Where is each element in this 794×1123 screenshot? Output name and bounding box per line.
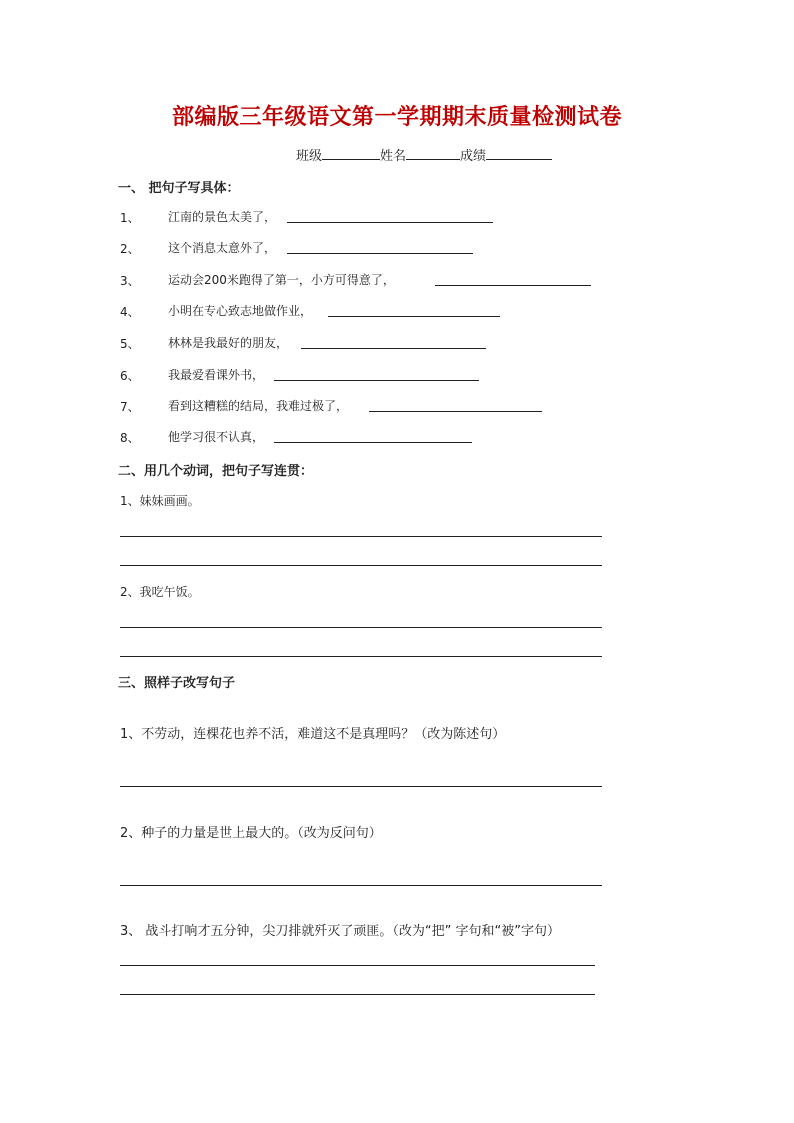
question-item: 2、种子的力量是世上最大的。（改为反问句）: [120, 826, 382, 841]
answer-line[interactable]: [301, 348, 486, 349]
question-item: 3、 战斗打响才五分钟，尖刀排就歼灭了顽匪。（改为“把” 字句和“被”字句）: [120, 924, 560, 939]
sentence-prompt: 林林是我最好的朋友，: [168, 336, 289, 350]
score-label: 成绩: [460, 149, 487, 164]
student-info: [296, 145, 552, 164]
item-number: 5、: [120, 337, 140, 351]
sentence-prompt: 看到这糟糕的结局，我难过极了，: [168, 399, 349, 413]
sentence-prompt: 这个消息太意外了，: [168, 241, 277, 255]
score-blank[interactable]: [486, 147, 552, 160]
item-number: 4、: [120, 305, 140, 319]
sentence-prompt: 运动会200米跑得了第一，小方可得意了，: [168, 273, 395, 287]
item-number: 2、: [120, 242, 140, 256]
answer-line[interactable]: [274, 380, 479, 381]
answer-line[interactable]: [120, 786, 602, 787]
name-blank[interactable]: [406, 147, 460, 160]
item-number: 3、: [120, 274, 140, 288]
answer-line[interactable]: [435, 285, 591, 286]
sentence-prompt: 小明在专心致志地做作业，: [168, 304, 313, 318]
answer-line[interactable]: [328, 316, 500, 317]
question-item: 1、妹妹画画。: [120, 494, 200, 508]
item-number: 6、: [120, 369, 140, 383]
page-title: 部编版三年级语文第一学期期末质量检测试卷: [171, 104, 622, 130]
item-number: 1、: [120, 211, 140, 225]
answer-line[interactable]: [120, 885, 602, 886]
answer-line[interactable]: [120, 965, 595, 966]
question-item: 2、我吃午饭。: [120, 585, 200, 599]
section2-heading: 二、用几个动词，把句子写连贯：: [118, 464, 314, 479]
answer-line[interactable]: [120, 656, 602, 657]
answer-line[interactable]: [287, 222, 493, 223]
section1-heading: 一、 把句子写具体：: [118, 181, 240, 196]
sentence-prompt: 他学习很不认真，: [168, 430, 265, 444]
class-blank[interactable]: [322, 147, 380, 160]
sentence-prompt: 我最爱看课外书，: [168, 368, 265, 382]
name-label: 姓名: [380, 149, 407, 164]
item-number: 7、: [120, 400, 140, 414]
section3-heading: 三、照样子改写句子: [118, 676, 236, 691]
class-label: 班级: [296, 149, 323, 164]
answer-line[interactable]: [120, 627, 602, 628]
answer-line[interactable]: [120, 565, 602, 566]
answer-line[interactable]: [120, 994, 595, 995]
sentence-prompt: 江南的景色太美了，: [168, 210, 277, 224]
answer-line[interactable]: [287, 253, 473, 254]
answer-line[interactable]: [120, 536, 602, 537]
answer-line[interactable]: [274, 442, 472, 443]
question-item: 1、不劳动，连棵花也养不活，难道这不是真理吗？（改为陈述句）: [120, 727, 506, 742]
answer-line[interactable]: [369, 411, 542, 412]
item-number: 8、: [120, 431, 140, 445]
